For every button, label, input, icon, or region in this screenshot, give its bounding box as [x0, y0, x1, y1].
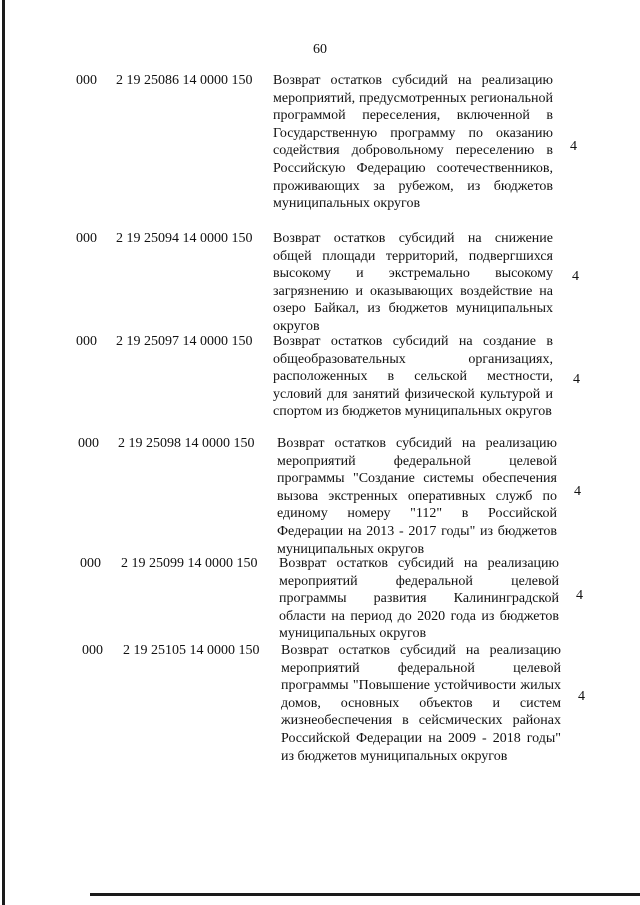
budget-code: 2 19 25099 14 0000 150	[121, 556, 258, 571]
row-description: Возврат остатков субсидий на реализацию мероприятий федеральной целевой программы "Повышение устойчивости жилых домов, основных объектов и систем жизнеобеспечения в сейсмических районах Российской Федерации на 2009 - 2018 годы" из бюджетов муниципальных округов	[281, 643, 561, 764]
row-count: 4	[578, 689, 585, 704]
budget-code: 2 19 25098 14 0000 150	[118, 436, 255, 451]
row-count: 4	[570, 139, 577, 154]
table-row	[0, 230, 640, 335]
budget-code: 2 19 25086 14 0000 150	[116, 73, 253, 88]
page-border-bottom	[90, 893, 640, 896]
table-row	[0, 555, 640, 643]
admin-code: 000	[76, 334, 97, 349]
admin-code: 000	[76, 73, 97, 88]
table-row	[0, 435, 640, 558]
row-description: Возврат остатков субсидий на снижение общей площади территорий, подвергшихся высокому и экстремально высокому загрязнению и оказывающих воздействие на озеро Байкал, из бюджетов муниципальных округов	[273, 231, 553, 334]
admin-code: 000	[76, 231, 97, 246]
row-count: 4	[572, 269, 579, 284]
table-row	[0, 72, 640, 232]
table-row	[0, 642, 640, 767]
row-description: Возврат остатков субсидий на создание в общеобразовательных организациях, расположенных в сельской местности, условий для занятий физической культурой и спортом из бюджетов муниципальных округов	[273, 334, 553, 420]
page-number: 60	[313, 42, 327, 57]
budget-code: 2 19 25105 14 0000 150	[123, 643, 260, 658]
budget-code: 2 19 25097 14 0000 150	[116, 334, 253, 349]
admin-code: 000	[82, 643, 103, 658]
row-count: 4	[573, 372, 580, 387]
row-count: 4	[574, 484, 581, 499]
row-description: Возврат остатков субсидий на реализацию мероприятий федеральной целевой программы "Создание системы обеспечения вызова экстренных оперативных служб по единому номеру "112" в Российской Федерации на 2013 - 2017 годы" из бюджетов муниципальных округов	[277, 436, 557, 557]
row-description: Возврат остатков субсидий на реализацию мероприятий, предусмотренных региональной программой переселения, включенной в Государственную программу по оказанию содействия добровольному переселению в Российскую Федерацию соотечественников, проживающих за рубежом, из бюджетов муниципальных округов	[273, 73, 553, 212]
admin-code: 000	[80, 556, 101, 571]
budget-code: 2 19 25094 14 0000 150	[116, 231, 253, 246]
row-description: Возврат остатков субсидий на реализацию мероприятий федеральной целевой программы развития Калининградской области на период до 2020 года из бюджетов муниципальных округов	[279, 556, 559, 642]
table-row	[0, 333, 640, 438]
row-count: 4	[576, 588, 583, 603]
admin-code: 000	[78, 436, 99, 451]
